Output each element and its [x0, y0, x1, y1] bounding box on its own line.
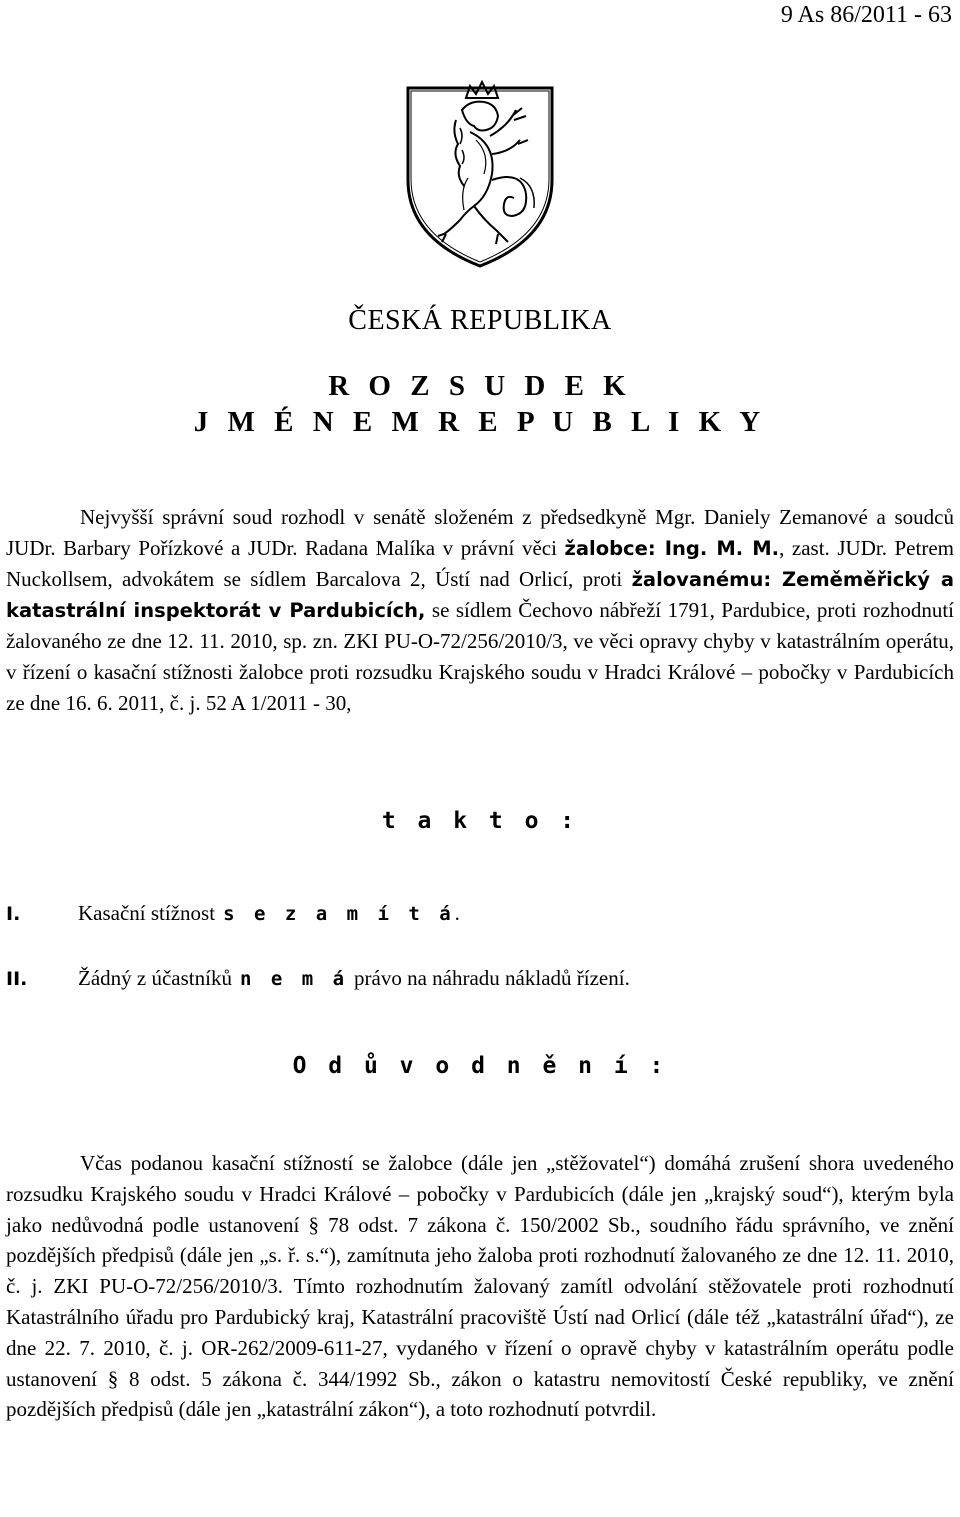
verdict-emphasis: s e z a m í t á — [223, 903, 455, 925]
reasoning-paragraph — [6, 1148, 954, 1425]
verdict-text: Žádný z účastníků — [78, 966, 232, 990]
verdict-text: Kasační stížnost — [78, 901, 216, 925]
verdict-text-end: právo na náhradu nákladů řízení. — [354, 966, 630, 990]
intro-text-3: se sídlem Čechovo nábřeží 1791, Pardubice, proti rozhodnutí žalovaného ze dne 12. 11. 2010, sp. zn. ZKI PU-O-72/256/2010/3, ve věci opravy chyby v katastrálním operátu, v řízení o kasační stížnosti žalobce proti rozsudku Krajského soudu v Hradci Králové – pobočky v Pardubicích ze dne 16. 6. 2011, č. j. 52 A 1/2011 - 30, — [6, 598, 954, 715]
verdict-emphasis: n e m á — [239, 968, 349, 990]
intro-text-2: , zast. JUDr. Petrem Nuckollsem, advokátem se sídlem Barcalova 2, Ústí nad Orlicí, proti — [6, 536, 954, 591]
plaintiff-label: žalobce: Ing. M. M. — [564, 537, 780, 560]
reasoning-text: Včas podanou kasační stížností se žalobce (dále jen „stěžovatel“) domáhá zrušení shora uvedeného rozsudku Krajského soudu v Hradci Králové – pobočky v Pardubicích (dále jen „krajský soud“), kterým byla jako nedůvodná podle ustanovení § 78 odst. 7 zákona č. 150/2002 Sb., soudního řádu správního, ve znění pozdějších předpisů (dále jen „s. ř. s.“), zamítnuta jeho žaloba proti rozhodnutí žalovaného ze dne 12. 11. 2010, č. j. ZKI PU-O-72/256/2010/3. Tímto rozhodnutím žalovaný zamítl odvolání stěžovatele proti rozhodnutí Katastrálního úřadu pro Pardubický kraj, Katastrální pracoviště Ústí nad Orlicí (dále též „katastrální úřad“), ze dne 22. 7. 2010, č. j. OR-262/2009-611-27, vydaného v řízení o opravě chyby v katastrálním operátu podle ustanovení § 8 odst. 5 zákona č. 344/1992 Sb., zákon o katastru nemovitostí České republiky, ve znění pozdějších předpisů (dále jen „katastrální zákon“), a toto rozhodnutí potvrdil. — [6, 1151, 954, 1422]
verdict-text-end: . — [454, 901, 460, 925]
verdict-item — [6, 963, 630, 994]
case-number: 9 As 86/2011 - 63 — [780, 2, 952, 28]
intro-text-1: Nejvyšší správní soud rozhodl v senátě složeném z předsedkyně Mgr. Daniely Zemanové a soudců JUDr. Barbary Pořízkové a JUDr. Radana Malíka v právní věci — [6, 505, 954, 560]
verdict-number: II. — [6, 968, 28, 990]
defendant-label: žalovanému: Zeměměřický a katastrální inspektorát v Pardubicích, — [6, 568, 954, 622]
reasoning-heading: O d ů v o d n ě n í : — [292, 1053, 668, 1079]
document-title: R O Z S U D E K — [328, 370, 632, 402]
czech-lion-coat-of-arms-icon — [400, 70, 560, 270]
verdict-number: I. — [6, 903, 21, 925]
intro-paragraph — [6, 502, 954, 719]
verdict-item — [6, 898, 460, 929]
document-subtitle: J M É N E M R E P U B L I K Y — [193, 406, 767, 438]
country-name: ČESKÁ REPUBLIKA — [348, 305, 612, 336]
decision-heading: t a k t o : — [381, 808, 579, 834]
